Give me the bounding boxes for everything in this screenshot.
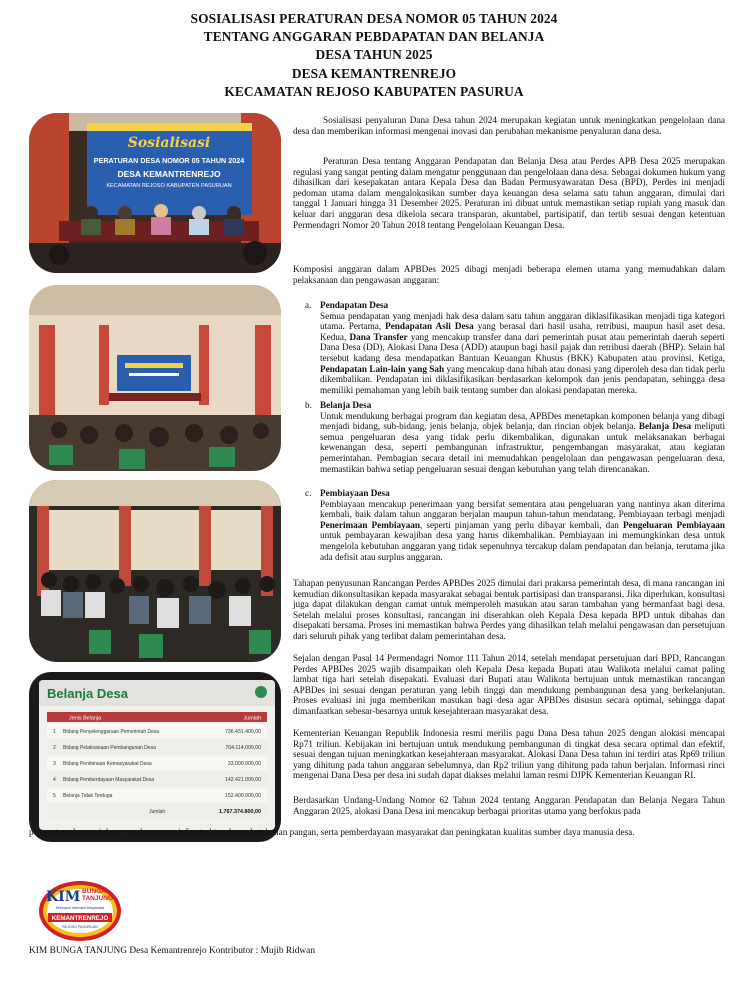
list-item-body <box>320 411 725 475</box>
table-row-amount: 152.400.000,00 <box>224 793 261 799</box>
text-run: , seperti pinjaman yang perlu dibayar kembali, dan <box>420 519 623 530</box>
list-item-belanja <box>305 400 725 474</box>
table-row-name: Bidang Pelaksanaan Pembangunan Desa <box>63 745 156 751</box>
paragraph-intro: Sosialisasi penyaluran Dana Desa tahun 2024 merupakan kegiatan untuk meningkatkan pengelolaan dana desa dan memberikan informasi mengenai inovasi dan perubahan mekanisme penyaluran dana desa. <box>293 115 725 136</box>
banner-line-1: PERATURAN DESA NOMOR 05 TAHUN 2024 <box>93 156 245 165</box>
list-marker: c. <box>305 488 312 498</box>
logo-tanjung: TANJUNG <box>82 895 113 902</box>
table-row-no: 1 <box>53 729 56 735</box>
paragraph-uu: Berdasarkan Undang-Undang Nomor 62 Tahun 2024 tentang Anggaran Pendapatan dan Belanja Negara Tahun Anggaran 2025, alokasi Dana Desa ini mencakup berbagai prioritas utama yang berfokus pada <box>293 795 725 816</box>
logo-kim: KIM <box>46 889 81 905</box>
stage-photo-illustration <box>29 113 281 273</box>
paragraph-uu-continued: penguatan ekonomi desa, pembangunan infrastruktur dasar, ketahanan pangan, serta pemberdayaan masyarakat dan peningkatan kualitas sumber daya manusia desa. <box>29 827 635 837</box>
table-row-no: 5 <box>53 793 56 799</box>
belanja-col-name: Jenis Belanja <box>69 715 102 722</box>
list-item-title: Pendapatan Desa <box>320 300 389 310</box>
text-run: yang mencakup dana hibah atau donasi yang diperoleh desa dan tidak perlu dikembalikan. Pendapatan ini diklasifikasikan berdasarkan kelompok dan jenis pendapatan, sehingga desa memiliki pemahaman yang lebih baik tentang sumber dan alokasi pendapatan mereka. <box>320 363 725 395</box>
text-run: meliputi semua pengeluaran desa yang tidak perlu dikembalikan, digunakan untuk melaksanakan berbagai kewenangan desa, seperti pembangunan infrastruktur, pengembangan masyarakat, atau kegiatan pemerintahan. Pembagian secara detail ini memudahkan pengelolaan dan pengawasan pengeluaran desa, memastikan bahwa setiap pengeluaran sesuai dengan kebutuhan yang telah direncanakan. <box>320 421 726 474</box>
table-row-amount: 704.114.000,00 <box>225 745 261 751</box>
kim-logo-emblem <box>38 880 122 942</box>
bold-term: Belanja Desa <box>638 421 692 432</box>
event-photo-hall <box>29 285 281 471</box>
kim-logo <box>38 880 122 942</box>
page-title <box>0 10 748 101</box>
text-run: Pembiayaan mencakup penerimaan yang bersifat sementara atau pengeluaran yang nantinya akan diterima kembali, baik dalam tahun anggaran berjalan maupun tahun-tahun mendatang. Pembiayaan terbagi menjadi <box>320 498 725 520</box>
text-run: Semua pendapatan yang menjadi hak desa dalam satu tahun anggaran diklasifikasikan menjadi tiga kategori utama. Pertama, <box>320 310 725 332</box>
paragraph-komposisi: Komposisi anggaran dalam APBDes 2025 dibagi menjadi beberapa elemen utama yang memudahkan dalam pelaksanaan dan pengawasan anggaran: <box>293 264 725 285</box>
logo-lokasi: REJOSO PASURUAN <box>62 925 98 929</box>
bold-term: Penerimaan Pembiayaan <box>320 519 421 530</box>
paragraph-kemenkeu: Kementerian Keuangan Republik Indonesia resmi merilis pagu Dana Desa tahun 2025 dengan alokasi mencapai Rp71 triliun. Kebijakan ini bertujuan untuk mendukung pembangunan di tingkat desa secara optimal dan efektif, sesuai dengan tujuan meningkatkan kesejahteraan masyarakat. Alokasi Dana Desa tahun ini terdiri atas Rp69 triliun yang dihitung pada tahun anggaran sebelumnya, dan Rp2 triliun yang dihitung pada tahun berjalan. Informasi rinci mengenai Dana Desa per desa ini sudah dapat diakses melalui laman resmi DJPK Kementerian Keuangan RI. <box>293 728 725 781</box>
event-photo-stage <box>29 113 281 273</box>
title-line-2: TENTANG ANGGARAN PEBDAPATAN DAN BELANJA <box>203 29 545 45</box>
bold-term: Dana Transfer <box>349 331 408 342</box>
table-row-name: Bidang Penyelenggaraan Pemerintah Desa <box>63 729 160 735</box>
bold-term: Pendapatan Asli Desa <box>385 321 474 332</box>
list-item-pembiayaan <box>305 488 725 562</box>
bold-term: Pengeluaran Pembiayaan <box>622 519 725 530</box>
banner-line-3: KECAMATAN REJOSO KABUPATEN PASURUAN <box>106 183 232 189</box>
footer-credit: KIM BUNGA TANJUNG Desa Kemantrenrejo Kontributor : Mujib Ridwan <box>29 946 316 956</box>
banner-script: Sosialisasi <box>127 135 211 151</box>
belanja-desa-panel <box>29 672 281 842</box>
text-run: yang berasal dari hasil usaha, retribusi, maupun hasil aset desa. Kedua, <box>320 321 725 342</box>
bold-term: Pendapatan Lain-lain yang Sah <box>320 363 445 374</box>
audience-photo-illustration <box>29 480 281 662</box>
table-row-amount: 736.431.400,00 <box>224 729 261 735</box>
list-marker: b. <box>305 400 312 410</box>
list-item-body <box>320 499 725 563</box>
list-item-title: Belanja Desa <box>320 400 372 410</box>
hall-photo-illustration <box>29 285 281 471</box>
paragraph-perdes: Peraturan Desa tentang Anggaran Pendapatan dan Belanja Desa atau Perdes APB Desa 2025 merupakan regulasi yang sangat penting dalam mengatur penggunaan dan pengelolaan dana desa. Sebagai dokumen hukum yang dihasilkan dari kesepakatan antara Kepala Desa dan Badan Permusyawaratan Desa (BPD), Perdes ini menjadi pedoman utama dalam mengalokasikan sumber daya keuangan desa selama satu tahun anggaran, dimulai dari tanggal 1 Januari hingga 31 Desember 2025. Peraturan ini dibuat untuk memastikan setiap rupiah yang masuk dan keluar dari anggaran desa dikelola secara transparan, akuntabel, partisipatif, dan tertib sesuai dengan ketentuan Permendagri Nomor 20 Tahun 2018 tentang Pengelolaan Keuangan Desa. <box>293 156 725 230</box>
table-row-name: Bidang Pemberdayaan Masyarakat Desa <box>63 777 155 783</box>
belanja-desa-screenshot <box>29 672 281 842</box>
logo-bunga: BUNGA <box>82 888 106 895</box>
list-item-body <box>320 311 725 396</box>
table-total-amount: 1.767.374.800,00 <box>219 809 261 815</box>
table-row-amount: 33.000.000,00 <box>227 761 261 767</box>
paragraph-tahapan: Tahapan penyusunan Rancangan Perdes APBDes 2025 dimulai dari prakarsa pemerintah desa, di mana rancangan ini kemudian dikonsultasikan kepada masyarakat sebagai bentuk partisipasi dan transparansi. Jika diperlukan, konsultasi juga dapat dilakukan dengan camat untuk memperoleh masukan atau saran tambahan yang bermanfaat bagi desa. Setelah melalui proses konsultasi, rancangan ini diserahkan oleh Kepala Desa kepada BPD untuk dibahas dan disepakati bersama. Proses ini memastikan bahwa Perdes yang dihasilkan telah melalui pengawasan dan persetujuan dari seluruh pihak yang terlibat dalam pemerintahan desa. <box>293 578 725 641</box>
text-run: Untuk mendukung berbagai program dan kegiatan desa, APBDes menetapkan komponen belanja yang dibagi menjadi bidang, sub-bidang, jenis belanja, objek belanja, dan rincian objek belanja. <box>320 410 725 432</box>
logo-desa: KEMANTRENREJO <box>51 915 109 922</box>
title-line-4: DESA KEMANTRENREJO <box>291 65 457 81</box>
text-run: untuk pembayaran kewajiban desa yang harus dikembalikan. Pembiayaan ini memungkinkan desa untuk mengelola kebutuhan anggaran yang tidak sepenuhnya tercakup dalam pendapatan dan belanja, terutama jika ada defisit atau surplus anggaran. <box>320 530 725 562</box>
belanja-title: Belanja Desa <box>47 686 128 701</box>
table-row-no: 4 <box>53 777 56 783</box>
paragraph-evaluasi: Sejalan dengan Pasal 14 Permendagri Nomor 111 Tahun 2014, setelah mendapat persetujuan dari BPD, Rancangan Perdes APBDes 2025 wajib disampaikan oleh Kepala Desa kepada Bupati atau Walikota melalui camat paling lambat tiga hari setelah disepakati. Evaluasi dari Bupati atau Walikota bertujuan untuk memastikan rancangan APBDes ini sesuai dengan peraturan yang lebih tinggi dan mendukung pembangunan desa yang berkelanjutan. Proses evaluasi ini juga memberikan masukan bagi desa agar APBDes disusun secara optimal, sehingga dapat dimanfaatkan sebesar-besarnya untuk kesejahteraan masyarakat desa. <box>293 653 725 716</box>
title-line-3: DESA TAHUN 2025 <box>315 47 433 63</box>
table-row-name: Belanja Tidak Terduga <box>63 793 113 799</box>
list-marker: a. <box>305 300 312 310</box>
table-total-label: Jumlah <box>149 809 166 815</box>
list-item-title: Pembiayaan Desa <box>320 488 390 498</box>
belanja-col-amount: Jumlah <box>243 715 261 722</box>
table-row-no: 2 <box>53 745 56 751</box>
banner-line-2: DESA KEMANTRENREJO <box>117 169 221 179</box>
event-photo-audience <box>29 480 281 662</box>
logo-kelompok: Kelompok Informasi Masyarakat <box>55 906 105 910</box>
title-line-5: KECAMATAN REJOSO KABUPATEN PASURUA <box>224 83 524 99</box>
list-item-pendapatan <box>305 300 725 395</box>
table-row-name: Bidang Pembinaan Kemasyarakat Desa <box>63 761 152 767</box>
table-row-amount: 142.421.000,00 <box>224 777 261 783</box>
table-row-no: 3 <box>53 761 56 767</box>
title-line-1: SOSIALISASI PERATURAN DESA NOMOR 05 TAHUN 2024 <box>190 11 558 26</box>
text-run: yang mencakup transfer dana dari pemerintah pusat atau pemerintah daerah seperti Dana Desa (DD), Alokasi Dana Desa (ADD) ataupun bagi hasil pajak dan retribusi daerah (BHP). Selain hal tersebut kadang desa mendapatkan Bantuan Keuangan Khusus (BKK) Kabupaten atau provinsi. Ketiga, <box>320 331 725 363</box>
